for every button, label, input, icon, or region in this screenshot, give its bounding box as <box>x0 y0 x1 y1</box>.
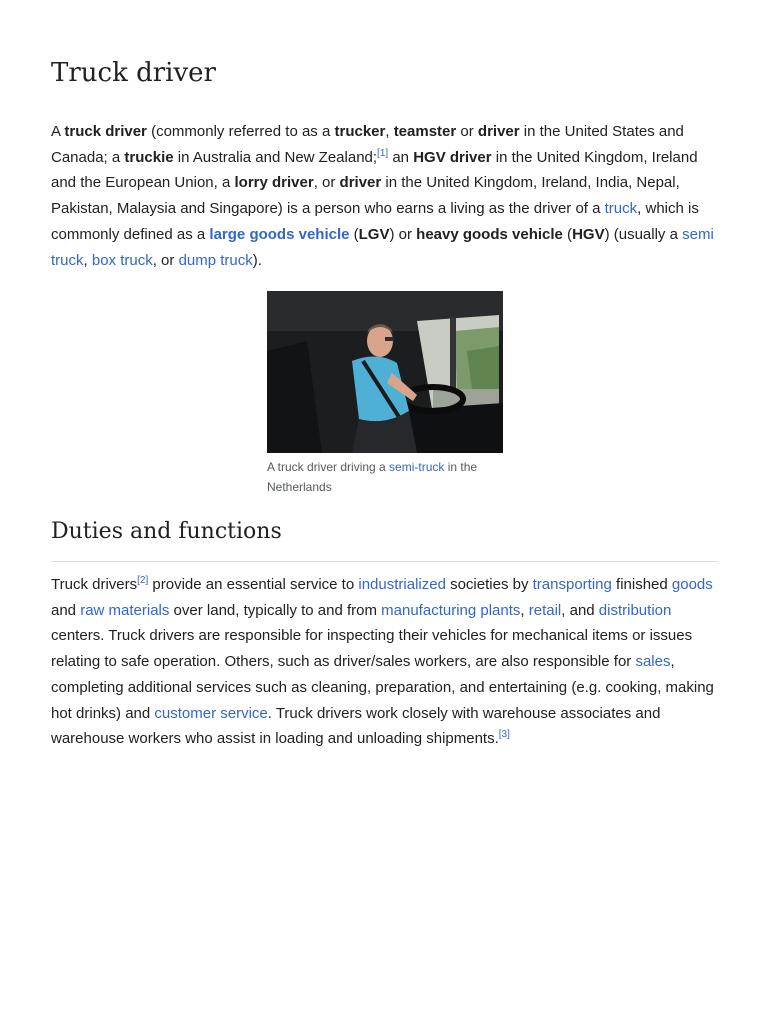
text: in Australia and New Zealand; <box>173 148 378 166</box>
bold-term-lgv: LGV <box>358 225 390 243</box>
text: , <box>83 251 92 269</box>
link-goods[interactable]: goods <box>671 576 713 593</box>
text: Truck drivers <box>51 576 138 593</box>
link-semi-truck[interactable]: semi truck <box>51 225 714 269</box>
intro-paragraph <box>51 119 719 273</box>
link-distribution[interactable]: distribution <box>598 601 672 619</box>
text: A <box>51 123 65 140</box>
text: ( <box>562 225 573 243</box>
text: in the United Kingdom, Ireland, India, Nepal, Pakistan, Malaysia and Singapore) is a person who earns a living as the driver of a <box>51 174 680 218</box>
text: centers. Truck drivers are responsible for inspecting their vehicles for mechanical items or issues relating to safe operation. Others, such as driver/sales workers, are also responsible for <box>51 627 693 671</box>
text: , or <box>152 251 179 269</box>
bold-term-truckie: truckie <box>124 148 174 166</box>
text: an <box>388 148 414 166</box>
link-sales[interactable]: sales <box>635 653 671 671</box>
text: in the United Kingdom, Ireland and the European Union, a <box>51 148 698 192</box>
text: . Truck drivers work closely with warehouse associates and warehouse workers who assist in loading and unloading shipments. <box>51 704 661 748</box>
caption-text: in the Netherlands <box>267 460 478 494</box>
text: finished <box>611 576 672 593</box>
link-manufacturing-plants[interactable]: manufacturing plants <box>381 601 521 619</box>
reference-link-1[interactable]: [1] <box>377 147 389 159</box>
text: ( <box>349 225 359 243</box>
page-title: Truck driver <box>51 58 216 88</box>
bold-term-driver: driver <box>477 123 520 140</box>
text: ). <box>252 251 262 269</box>
text: ) (usually a <box>604 225 683 243</box>
reference-link-3[interactable]: [3] <box>498 729 510 741</box>
link-dump-truck[interactable]: dump truck <box>178 251 253 269</box>
link-raw-materials[interactable]: raw materials <box>80 601 170 619</box>
text: over land, typically to and from <box>169 601 382 619</box>
bold-term-lorry-driver: lorry driver <box>234 174 314 192</box>
text: , or <box>313 174 340 192</box>
text: provide an essential service to <box>148 576 359 593</box>
link-box-truck[interactable]: box truck <box>91 251 153 269</box>
text: , and <box>561 601 599 619</box>
link-retail[interactable]: retail <box>528 601 562 619</box>
link-large-goods-vehicle[interactable]: large goods vehicle <box>209 225 350 243</box>
text: societies by <box>445 576 533 593</box>
figure-caption <box>267 457 503 497</box>
text: and <box>51 601 81 619</box>
truck-driver-photo[interactable] <box>267 291 503 453</box>
text: or <box>456 123 478 140</box>
text: in the United States and Canada; a <box>51 123 684 166</box>
text: (commonly referred to as a <box>146 123 335 140</box>
text: , which is commonly defined as a <box>51 200 699 243</box>
link-semi-truck-caption[interactable]: semi-truck <box>389 460 445 474</box>
caption-text: A truck driver driving a <box>267 460 390 474</box>
bold-term-truck-driver: truck driver <box>64 123 147 140</box>
link-customer-service[interactable]: customer service <box>154 704 268 722</box>
bold-term-hgv-driver: HGV driver <box>413 148 492 166</box>
bold-term-driver: driver <box>339 174 382 192</box>
reference-link-2[interactable]: [2] <box>137 575 149 586</box>
section-heading-duties: Duties and functions <box>51 515 718 562</box>
text: , <box>520 601 529 619</box>
text: , completing additional services such as cleaning, preparation, and entertaining (e.g. cooking, making hot drinks) and <box>51 653 714 722</box>
bold-term-trucker: trucker <box>334 123 386 140</box>
duties-paragraph <box>51 572 719 752</box>
bold-term-teamster: teamster <box>393 123 457 140</box>
bold-term-heavy-goods-vehicle: heavy goods vehicle <box>416 225 563 243</box>
link-industrialized[interactable]: industrialized <box>358 576 446 593</box>
bold-term-hgv: HGV <box>572 225 605 243</box>
text: , <box>385 123 394 140</box>
figure <box>267 291 503 497</box>
link-transporting[interactable]: transporting <box>532 576 612 593</box>
text: ) or <box>389 225 417 243</box>
link-truck[interactable]: truck <box>604 200 638 218</box>
